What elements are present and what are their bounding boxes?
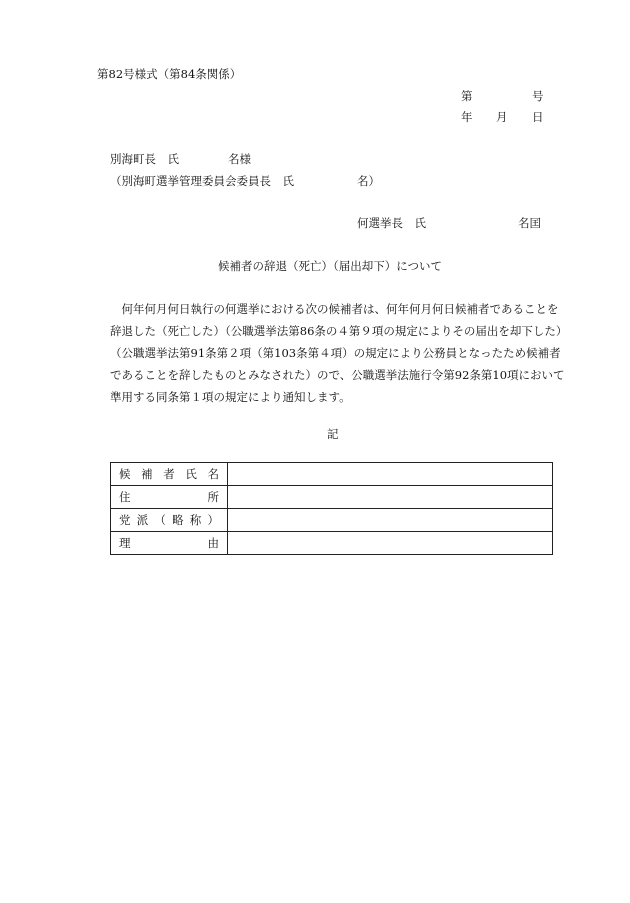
table-label: [119, 467, 219, 481]
document-subject: 候補者の辞退（死亡）（届出却下）について: [218, 259, 443, 273]
table-value-cell[interactable]: [228, 532, 553, 555]
table-label-char: 略: [172, 513, 184, 527]
body-line: 準用する同条第１項の規定により通知します。: [110, 390, 351, 404]
table-label: [119, 513, 219, 527]
table-label-char: 党: [119, 513, 131, 527]
table-label: [119, 490, 219, 504]
table-label-char: 候: [119, 467, 131, 481]
body-text: [110, 298, 570, 408]
addressee-committee-chair-end: 名）: [357, 174, 380, 188]
table-label-char: 住: [119, 490, 131, 504]
document-number-suffix: 号: [532, 89, 544, 103]
table-row: [111, 509, 553, 532]
table-label-char: ）: [207, 513, 219, 527]
table-label-cell: [111, 532, 228, 555]
body-line: であることを辞したものとみなされた）ので、公職選挙法施行令第92条第10項において: [110, 368, 565, 382]
sender-seal: 名囯: [518, 216, 541, 230]
body-line: 何年何月何日執行の何選挙における次の候補者は、何年何月何日候補者であることを: [110, 302, 559, 316]
table-label-char: 者: [163, 467, 175, 481]
addressee-mayor: 別海町長 氏: [110, 152, 179, 166]
table-row: [111, 486, 553, 509]
table-label-char: 由: [207, 536, 219, 550]
table-label-cell: [111, 463, 228, 486]
table-row: [111, 532, 553, 555]
document-number-prefix: 第: [461, 89, 473, 103]
table-row: [111, 463, 553, 486]
addressee-committee-chair: （別海町選挙管理委員会委員長 氏: [110, 174, 294, 188]
table-label-char: （: [154, 513, 166, 527]
table-label-char: 称: [189, 513, 202, 527]
table-label-char: 所: [207, 490, 219, 504]
table-label-cell: [111, 509, 228, 532]
form-number: 第82号様式（第84条関係）: [97, 67, 242, 81]
body-line: 辞退した（死亡した）（公職選挙法第86条の４第９項の規定によりその届出を却下した）: [110, 324, 568, 338]
sender-title: 何選挙長 氏: [357, 216, 426, 230]
table-label-char: 名: [207, 467, 219, 481]
table-value-cell[interactable]: [228, 486, 553, 509]
table-label-char: 理: [119, 536, 131, 550]
ki-heading: 記: [327, 427, 339, 441]
table-label-char: 補: [141, 467, 153, 481]
date-day-label: 日: [532, 110, 544, 124]
table-value-cell[interactable]: [228, 509, 553, 532]
table-label: [119, 536, 219, 550]
table-value-cell[interactable]: [228, 463, 553, 486]
addressee-mayor-honorific: 名様: [228, 152, 251, 166]
date-year-label: 年: [461, 110, 473, 124]
date-month-label: 月: [496, 110, 508, 124]
body-line: （公職選挙法第91条第２項（第103条第４項）の規定により公務員となったため候補者: [110, 346, 561, 360]
table-label-cell: [111, 486, 228, 509]
table-label-char: 氏: [185, 467, 197, 481]
table-label-char: 派: [136, 513, 149, 527]
candidate-info-table: [110, 462, 553, 555]
